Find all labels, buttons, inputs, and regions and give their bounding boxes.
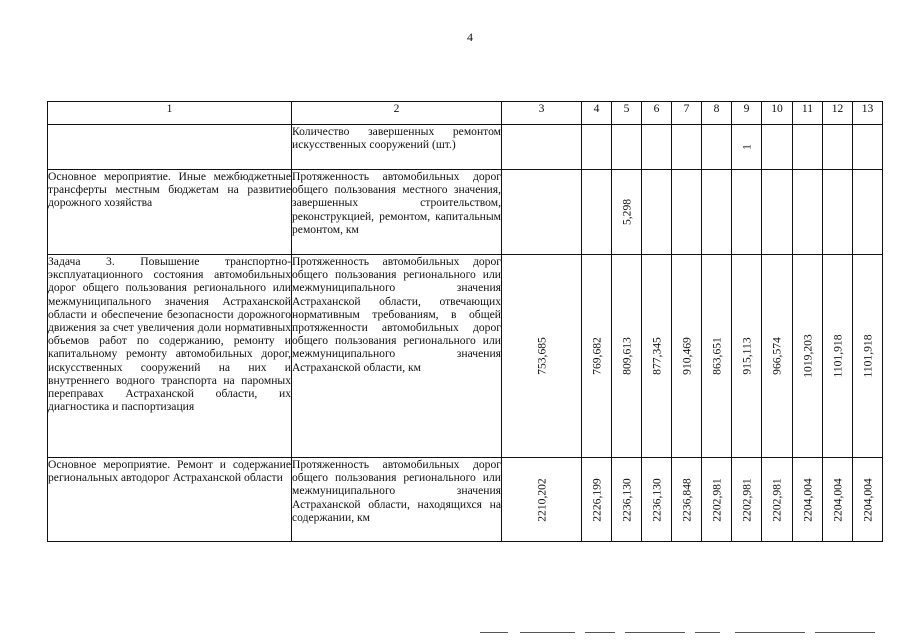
column-header: 6 bbox=[642, 102, 672, 125]
value-cell: 2204,004 bbox=[830, 477, 844, 522]
indicator-cell: Протяженность автомобильных дорог общего пользования местного значения, завершенных строительством, реконструкцией, ремонтом, капитальным ремонтом, км bbox=[292, 170, 502, 255]
page-number: 4 bbox=[467, 30, 473, 44]
value-cell: 1101,918 bbox=[830, 334, 844, 378]
table-row bbox=[48, 255, 883, 458]
scan-artifact-lines bbox=[480, 632, 900, 636]
value-cell: 769,682 bbox=[589, 337, 603, 375]
column-header: 11 bbox=[793, 102, 823, 125]
value-cell: 910,469 bbox=[679, 337, 693, 375]
measure-cell: Основное мероприятие. Иные межбюджетные трансферты местным бюджетам на развитие дорожного хозяйства bbox=[48, 170, 292, 255]
measure-cell: Основное мероприятие. Ремонт и содержание региональных автодорог Астраханской области bbox=[48, 458, 292, 542]
indicator-cell: Количество завершенных ремонтом искусственных сооружений (шт.) bbox=[292, 125, 502, 170]
column-number-row bbox=[48, 102, 883, 125]
value-cell: 5,298 bbox=[619, 198, 633, 226]
column-header: 4 bbox=[582, 102, 612, 125]
value-cell: 863,651 bbox=[709, 337, 723, 375]
value-cell: 2236,130 bbox=[619, 477, 633, 522]
value-cell: 2202,981 bbox=[770, 477, 784, 522]
indicator-cell: Протяженность автомобильных дорог общего пользования регионального или межмуниципального значения Астраханской области, отвечающих нормативным требованиям, в общей протяженности автомобильных дорог общего пользования регионального или межмуниципального значения Астраханской области, км bbox=[292, 255, 502, 458]
column-header: 7 bbox=[672, 102, 702, 125]
value-cell: 753,685 bbox=[534, 337, 548, 375]
indicator-cell: Протяженность автомобильных дорог общего пользования регионального или межмуниципального значения Астраханской области, находящихся на содержании, км bbox=[292, 458, 502, 542]
column-header: 10 bbox=[762, 102, 793, 125]
value-cell: 2210,202 bbox=[534, 477, 548, 522]
column-header: 13 bbox=[853, 102, 883, 125]
value-cell: 1101,918 bbox=[860, 334, 874, 378]
column-header: 1 bbox=[48, 102, 292, 125]
value-cell: 966,574 bbox=[770, 337, 784, 375]
column-header: 5 bbox=[612, 102, 642, 125]
value-cell: 1 bbox=[739, 144, 753, 150]
value-cell: 915,113 bbox=[739, 337, 753, 375]
value-cell: 877,345 bbox=[649, 337, 663, 375]
column-header: 3 bbox=[502, 102, 582, 125]
measure-cell: Задача 3. Повышение транспортно-эксплуатационного состояния автомобильных дорог общего пользования регионального или межмуниципального значения Астраханской области и обеспечение безопасности дорожного движения за счет увеличения доли нормативных объемов работ по содержанию, ремонту и капитальному ремонту автомобильных дорог, искусственных сооружений на них и внутреннего водного транспорта на паромных переправах Астраханской области, их диагностика и паспортизация bbox=[48, 255, 292, 458]
measure-cell bbox=[48, 125, 292, 170]
column-header: 8 bbox=[702, 102, 732, 125]
value-cell: 2202,981 bbox=[709, 477, 723, 522]
value-cell: 2204,004 bbox=[800, 477, 814, 522]
table-row bbox=[48, 170, 883, 255]
value-cell: 2226,199 bbox=[589, 477, 603, 522]
column-header: 2 bbox=[292, 102, 502, 125]
column-header: 12 bbox=[823, 102, 853, 125]
column-header: 9 bbox=[732, 102, 762, 125]
value-cell: 2204,004 bbox=[860, 477, 874, 522]
value-cell: 1019,203 bbox=[800, 334, 814, 378]
value-cell: 2236,848 bbox=[679, 477, 693, 522]
value-cell: 809,613 bbox=[619, 337, 633, 375]
value-cell: 2236,130 bbox=[649, 477, 663, 522]
value-cell: 2202,981 bbox=[739, 477, 753, 522]
table-row bbox=[48, 458, 883, 542]
table-row bbox=[48, 125, 883, 170]
indicators-table bbox=[47, 101, 883, 542]
